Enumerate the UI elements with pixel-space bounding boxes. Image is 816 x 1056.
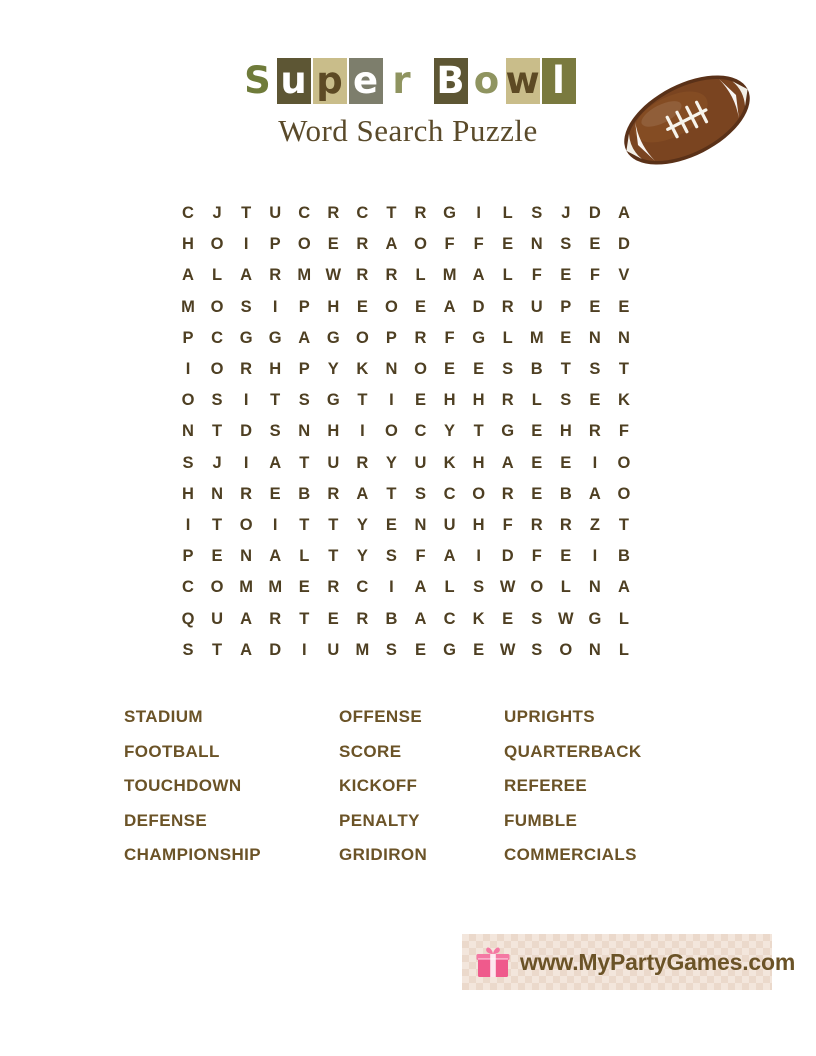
- grid-cell[interactable]: U: [327, 640, 340, 659]
- grid-cell[interactable]: N: [617, 328, 630, 347]
- gift-icon: [476, 945, 510, 979]
- grid-cell[interactable]: S: [269, 422, 281, 441]
- grid-cell[interactable]: P: [385, 328, 397, 347]
- grid-cell[interactable]: F: [531, 266, 542, 285]
- grid-cell[interactable]: R: [327, 204, 340, 223]
- grid-cell[interactable]: R: [588, 422, 601, 441]
- grid-cell[interactable]: O: [297, 235, 311, 254]
- grid-cell[interactable]: A: [443, 547, 456, 566]
- grid-cell[interactable]: M: [529, 328, 544, 347]
- title-letter: u: [277, 58, 311, 104]
- grid-cell[interactable]: E: [589, 235, 601, 254]
- grid-row: [176, 354, 636, 385]
- grid-cell[interactable]: D: [269, 640, 282, 659]
- grid-cell[interactable]: O: [181, 391, 195, 410]
- grid-cell[interactable]: H: [472, 515, 485, 534]
- grid-cell[interactable]: O: [210, 235, 224, 254]
- grid-cell[interactable]: R: [385, 266, 398, 285]
- grid-cell[interactable]: S: [182, 640, 194, 659]
- grid-cell[interactable]: S: [298, 391, 310, 410]
- grid-cell[interactable]: O: [414, 360, 427, 379]
- grid-cell[interactable]: I: [476, 547, 481, 566]
- grid-cell[interactable]: E: [356, 297, 368, 316]
- grid-cell[interactable]: M: [181, 297, 195, 316]
- grid-cell[interactable]: K: [356, 360, 369, 379]
- grid-cell[interactable]: C: [211, 328, 224, 347]
- grid-cell[interactable]: E: [414, 640, 426, 659]
- grid-cell[interactable]: G: [443, 204, 456, 223]
- grid-cell[interactable]: G: [268, 328, 282, 347]
- grid-cell[interactable]: G: [326, 391, 340, 410]
- word-list-column-3: [504, 700, 724, 873]
- grid-cell[interactable]: M: [355, 640, 370, 659]
- grid-cell[interactable]: O: [239, 515, 253, 534]
- grid-cell[interactable]: M: [268, 578, 283, 597]
- grid-cell[interactable]: J: [212, 453, 222, 472]
- grid-cell[interactable]: I: [272, 515, 278, 534]
- grid-cell[interactable]: H: [327, 422, 340, 441]
- grid-cell[interactable]: R: [240, 484, 253, 503]
- grid-cell[interactable]: G: [239, 328, 253, 347]
- grid-row: [176, 510, 636, 541]
- puzzle-subtitle: Word Search Puzzle: [278, 113, 538, 148]
- grid-cell[interactable]: A: [269, 547, 282, 566]
- grid-cell[interactable]: L: [444, 578, 455, 597]
- grid-row: [176, 292, 636, 323]
- grid-cell[interactable]: W: [325, 266, 342, 285]
- grid-cell[interactable]: R: [356, 453, 369, 472]
- site-url: www.MyPartyGames.com: [520, 948, 796, 975]
- grid-cell[interactable]: A: [385, 235, 398, 254]
- grid-cell[interactable]: O: [414, 235, 427, 254]
- grid-cell[interactable]: S: [414, 484, 426, 503]
- word-list-item[interactable]: OFFENSE: [339, 707, 423, 726]
- grid-cell[interactable]: Y: [356, 547, 368, 566]
- grid-cell[interactable]: R: [356, 235, 369, 254]
- grid-cell[interactable]: E: [589, 391, 601, 410]
- grid-cell[interactable]: T: [212, 422, 223, 441]
- grid-cell[interactable]: E: [327, 235, 339, 254]
- grid-cell[interactable]: S: [473, 578, 485, 597]
- grid-cell[interactable]: E: [414, 297, 426, 316]
- word-list-column-1: [124, 700, 339, 873]
- grid-cell[interactable]: D: [617, 235, 630, 254]
- word-list-item[interactable]: GRIDIRON: [339, 845, 428, 864]
- grid-cell[interactable]: A: [240, 266, 253, 285]
- grid-cell[interactable]: C: [182, 578, 194, 597]
- grid-cell[interactable]: H: [182, 235, 194, 254]
- grid-cell[interactable]: O: [210, 297, 224, 316]
- grid-cell[interactable]: I: [243, 453, 249, 472]
- grid-row: [176, 385, 636, 416]
- grid-cell[interactable]: R: [501, 391, 514, 410]
- grid-cell[interactable]: P: [298, 297, 310, 316]
- grid-cell[interactable]: F: [589, 266, 600, 285]
- grid-cell[interactable]: H: [269, 360, 282, 379]
- grid-cell[interactable]: O: [617, 484, 631, 503]
- grid-cell[interactable]: N: [211, 484, 224, 503]
- grid-cell[interactable]: H: [443, 391, 456, 410]
- grid-cell[interactable]: L: [618, 640, 629, 659]
- grid-cell[interactable]: S: [502, 360, 514, 379]
- grid-cell[interactable]: R: [327, 484, 340, 503]
- grid-cell[interactable]: A: [617, 204, 630, 223]
- grid-cell[interactable]: E: [531, 422, 543, 441]
- grid-cell[interactable]: Y: [327, 360, 339, 379]
- grid-cell[interactable]: S: [560, 391, 572, 410]
- grid-cell[interactable]: B: [530, 360, 543, 379]
- grid-cell[interactable]: A: [588, 484, 601, 503]
- grid-cell[interactable]: E: [269, 484, 281, 503]
- grid-cell[interactable]: B: [298, 484, 311, 503]
- grid-cell[interactable]: S: [211, 391, 223, 410]
- grid-cell[interactable]: J: [561, 204, 571, 223]
- grid-cell[interactable]: O: [385, 297, 398, 316]
- grid-cell[interactable]: A: [182, 266, 194, 285]
- grid-cell[interactable]: E: [589, 297, 601, 316]
- grid-cell[interactable]: O: [530, 578, 544, 597]
- grid-cell[interactable]: E: [560, 453, 572, 472]
- word-list-item[interactable]: KICKOFF: [339, 776, 418, 795]
- word-list-item[interactable]: DEFENSE: [124, 810, 208, 830]
- grid-cell[interactable]: E: [531, 453, 543, 472]
- grid-cell[interactable]: A: [240, 640, 253, 659]
- grid-cell[interactable]: N: [182, 422, 194, 441]
- grid-cell[interactable]: P: [298, 360, 310, 379]
- grid-cell[interactable]: E: [298, 578, 310, 597]
- grid-cell[interactable]: N: [530, 235, 543, 254]
- grid-cell[interactable]: H: [472, 391, 485, 410]
- grid-cell[interactable]: N: [588, 640, 601, 659]
- word-list-item[interactable]: CHAMPIONSHIP: [124, 845, 262, 864]
- grid-cell[interactable]: R: [559, 515, 572, 534]
- word-list-item[interactable]: COMMERCIALS: [504, 845, 637, 864]
- grid-cell[interactable]: O: [355, 328, 369, 347]
- grid-cell[interactable]: C: [443, 484, 456, 503]
- grid-cell[interactable]: R: [269, 609, 282, 628]
- grid-cell[interactable]: E: [531, 484, 543, 503]
- grid-cell[interactable]: T: [386, 484, 397, 503]
- grid-cell[interactable]: F: [444, 328, 455, 347]
- grid-cell[interactable]: H: [559, 422, 572, 441]
- grid-cell[interactable]: R: [327, 578, 340, 597]
- word-list-item[interactable]: FUMBLE: [504, 810, 578, 830]
- grid-cell[interactable]: E: [211, 547, 223, 566]
- grid-cell[interactable]: I: [185, 515, 191, 534]
- grid-cell[interactable]: E: [502, 235, 514, 254]
- grid-cell[interactable]: E: [502, 609, 514, 628]
- grid-cell[interactable]: T: [386, 204, 397, 223]
- grid-cell[interactable]: O: [617, 453, 631, 472]
- grid-cell[interactable]: B: [385, 609, 398, 628]
- grid-cell[interactable]: F: [502, 515, 513, 534]
- grid-cell[interactable]: V: [618, 266, 630, 285]
- grid-cell[interactable]: K: [472, 609, 485, 628]
- word-list-item[interactable]: STADIUM: [124, 707, 203, 726]
- grid-cell[interactable]: S: [560, 235, 572, 254]
- grid-cell[interactable]: A: [617, 578, 630, 597]
- title-letter: l: [542, 58, 576, 104]
- grid-cell[interactable]: K: [443, 453, 456, 472]
- grid-cell[interactable]: W: [499, 578, 516, 597]
- grid-cell[interactable]: N: [298, 422, 311, 441]
- grid-cell[interactable]: A: [356, 484, 369, 503]
- grid-cell[interactable]: N: [385, 360, 398, 379]
- grid-cell[interactable]: Z: [589, 515, 600, 534]
- grid-cell[interactable]: C: [443, 609, 456, 628]
- grid-cell[interactable]: R: [501, 297, 514, 316]
- grid-cell[interactable]: S: [589, 360, 601, 379]
- grid-cell[interactable]: S: [385, 547, 397, 566]
- grid-row: [176, 603, 636, 634]
- grid-cell[interactable]: G: [472, 328, 486, 347]
- grid-cell[interactable]: H: [472, 453, 485, 472]
- grid-cell[interactable]: O: [559, 640, 573, 659]
- grid-cell[interactable]: Y: [356, 515, 368, 534]
- grid-row: [176, 198, 636, 229]
- grid-cell[interactable]: F: [531, 547, 542, 566]
- grid-cell[interactable]: G: [443, 640, 456, 659]
- grid-cell[interactable]: T: [328, 547, 339, 566]
- grid-cell[interactable]: A: [414, 578, 427, 597]
- word-list-item[interactable]: SCORE: [339, 741, 402, 761]
- grid-cell[interactable]: R: [530, 515, 543, 534]
- grid-cell[interactable]: C: [356, 204, 369, 223]
- grid-cell[interactable]: N: [414, 515, 427, 534]
- grid-cell[interactable]: T: [270, 391, 281, 410]
- grid-cell[interactable]: L: [531, 391, 542, 410]
- word-list-item[interactable]: REFEREE: [504, 776, 588, 795]
- grid-cell[interactable]: G: [588, 609, 602, 628]
- grid-cell[interactable]: R: [240, 360, 253, 379]
- grid-cell[interactable]: Y: [385, 453, 397, 472]
- grid-cell[interactable]: E: [560, 547, 572, 566]
- grid-cell[interactable]: E: [560, 266, 572, 285]
- grid-cell[interactable]: K: [617, 391, 630, 410]
- grid-cell[interactable]: C: [182, 204, 194, 223]
- grid-cell[interactable]: T: [328, 515, 339, 534]
- grid-row: [176, 229, 636, 260]
- grid-cell[interactable]: N: [588, 578, 601, 597]
- grid-cell[interactable]: U: [327, 453, 340, 472]
- grid-cell[interactable]: U: [211, 609, 224, 628]
- grid-cell[interactable]: P: [269, 235, 281, 254]
- grid-cell[interactable]: S: [182, 453, 194, 472]
- grid-cell[interactable]: O: [210, 578, 224, 597]
- grid-cell[interactable]: E: [560, 328, 572, 347]
- grid-cell[interactable]: O: [472, 484, 486, 503]
- grid-row: [176, 448, 636, 479]
- grid-cell[interactable]: C: [414, 422, 427, 441]
- grid-cell[interactable]: I: [185, 360, 191, 379]
- site-banner[interactable]: [462, 934, 796, 990]
- grid-cell[interactable]: A: [501, 453, 514, 472]
- football-icon: [612, 55, 762, 185]
- word-list-item[interactable]: PENALTY: [339, 810, 420, 830]
- word-list-item[interactable]: FOOTBALL: [124, 741, 220, 761]
- title-letter: o: [473, 59, 500, 102]
- grid-cell[interactable]: F: [444, 235, 455, 254]
- grid-cell[interactable]: R: [269, 266, 282, 285]
- title-letter: S: [244, 59, 271, 102]
- grid-cell[interactable]: S: [531, 640, 543, 659]
- grid-cell[interactable]: T: [473, 422, 484, 441]
- grid-cell[interactable]: G: [326, 328, 340, 347]
- grid-cell[interactable]: I: [243, 391, 249, 410]
- grid-cell[interactable]: E: [473, 360, 485, 379]
- grid-cell[interactable]: D: [240, 422, 253, 441]
- grid-cell[interactable]: P: [182, 547, 194, 566]
- grid-cell[interactable]: H: [182, 484, 194, 503]
- grid-cell[interactable]: L: [560, 578, 571, 597]
- grid-cell[interactable]: L: [212, 266, 223, 285]
- grid-cell[interactable]: P: [182, 328, 194, 347]
- grid-cell[interactable]: L: [618, 609, 629, 628]
- grid-cell[interactable]: U: [269, 204, 282, 223]
- word-list-item[interactable]: UPRIGHTS: [504, 707, 596, 726]
- grid-cell[interactable]: L: [502, 204, 513, 223]
- title-letter: e: [349, 58, 383, 104]
- grid-cell[interactable]: U: [414, 453, 427, 472]
- grid-cell[interactable]: R: [501, 484, 514, 503]
- grid-cell[interactable]: E: [385, 515, 397, 534]
- grid-row: [176, 479, 636, 510]
- grid-cell[interactable]: T: [212, 515, 223, 534]
- grid-cell[interactable]: O: [385, 422, 398, 441]
- grid-cell[interactable]: E: [444, 360, 456, 379]
- grid-cell[interactable]: I: [389, 391, 394, 410]
- grid-cell[interactable]: T: [299, 453, 310, 472]
- grid-cell[interactable]: Q: [181, 609, 195, 628]
- grid-cell[interactable]: M: [297, 266, 312, 285]
- puzzle-title: [240, 58, 577, 104]
- grid-row: [176, 635, 636, 666]
- word-list-item[interactable]: TOUCHDOWN: [124, 776, 242, 795]
- grid-cell[interactable]: H: [327, 297, 340, 316]
- grid-cell[interactable]: F: [618, 422, 629, 441]
- grid-cell[interactable]: C: [298, 204, 311, 223]
- grid-cell[interactable]: B: [617, 547, 630, 566]
- grid-cell[interactable]: D: [472, 297, 485, 316]
- grid-cell[interactable]: A: [414, 609, 427, 628]
- grid-row: [176, 541, 636, 572]
- grid-cell[interactable]: E: [618, 297, 630, 316]
- title-letter: B: [434, 58, 468, 104]
- grid-cell[interactable]: T: [618, 515, 629, 534]
- grid-cell[interactable]: S: [531, 609, 543, 628]
- grid-cell[interactable]: A: [443, 297, 456, 316]
- grid-cell[interactable]: T: [357, 391, 368, 410]
- grid-cell[interactable]: R: [356, 609, 369, 628]
- grid-cell[interactable]: I: [389, 578, 394, 597]
- grid-cell[interactable]: U: [443, 515, 456, 534]
- grid-cell[interactable]: R: [414, 204, 427, 223]
- grid-cell[interactable]: A: [269, 453, 282, 472]
- word-list-column-2: [339, 700, 504, 873]
- grid-cell[interactable]: S: [385, 640, 397, 659]
- word-list-item[interactable]: QUARTERBACK: [504, 741, 642, 761]
- grid-cell[interactable]: T: [618, 360, 629, 379]
- grid-cell[interactable]: J: [212, 204, 222, 223]
- grid-cell[interactable]: O: [210, 360, 224, 379]
- grid-cell[interactable]: A: [472, 266, 485, 285]
- grid-cell[interactable]: E: [327, 609, 339, 628]
- grid-cell[interactable]: T: [560, 360, 571, 379]
- title-letter: r: [392, 59, 411, 102]
- grid-cell[interactable]: T: [299, 515, 310, 534]
- grid-cell[interactable]: C: [356, 578, 369, 597]
- grid-cell[interactable]: T: [241, 204, 252, 223]
- grid-cell[interactable]: U: [530, 297, 543, 316]
- title-letter: p: [313, 58, 347, 104]
- grid-row: [176, 323, 636, 354]
- grid-cell[interactable]: A: [298, 328, 311, 347]
- grid-cell[interactable]: P: [560, 297, 572, 316]
- grid-cell[interactable]: F: [473, 235, 484, 254]
- grid-cell[interactable]: E: [473, 640, 485, 659]
- grid-cell[interactable]: S: [240, 297, 252, 316]
- word-list: [124, 700, 724, 873]
- grid-cell[interactable]: A: [240, 609, 253, 628]
- grid-cell[interactable]: N: [240, 547, 253, 566]
- grid-cell[interactable]: L: [299, 547, 310, 566]
- word-search-grid: [176, 198, 636, 666]
- grid-cell[interactable]: I: [243, 235, 249, 254]
- grid-cell[interactable]: D: [501, 547, 514, 566]
- grid-cell[interactable]: T: [212, 640, 223, 659]
- grid-cell[interactable]: L: [415, 266, 426, 285]
- grid-cell[interactable]: W: [499, 640, 516, 659]
- grid-cell[interactable]: R: [356, 266, 369, 285]
- grid-row: [176, 260, 636, 291]
- grid-cell[interactable]: T: [299, 609, 310, 628]
- grid-cell[interactable]: I: [592, 453, 598, 472]
- grid-cell[interactable]: G: [501, 422, 515, 441]
- grid-cell[interactable]: M: [442, 266, 457, 285]
- grid-cell[interactable]: I: [360, 422, 365, 441]
- grid-row: [176, 416, 636, 447]
- grid-cell[interactable]: S: [531, 204, 543, 223]
- grid-cell[interactable]: L: [502, 266, 513, 285]
- grid-cell[interactable]: F: [415, 547, 426, 566]
- grid-row: [176, 572, 636, 603]
- grid-cell[interactable]: W: [558, 609, 574, 628]
- grid-cell[interactable]: I: [301, 640, 307, 659]
- grid-cell[interactable]: Y: [444, 422, 456, 441]
- grid-cell[interactable]: I: [476, 204, 481, 223]
- grid-cell[interactable]: E: [414, 391, 426, 410]
- grid-cell[interactable]: B: [559, 484, 572, 503]
- grid-cell[interactable]: R: [414, 328, 427, 347]
- grid-cell[interactable]: I: [272, 297, 278, 316]
- grid-cell[interactable]: L: [502, 328, 513, 347]
- grid-cell[interactable]: I: [592, 547, 598, 566]
- grid-cell[interactable]: M: [239, 578, 253, 597]
- grid-cell[interactable]: N: [588, 328, 601, 347]
- grid-cell[interactable]: D: [588, 204, 601, 223]
- title-letter: w: [505, 59, 540, 102]
